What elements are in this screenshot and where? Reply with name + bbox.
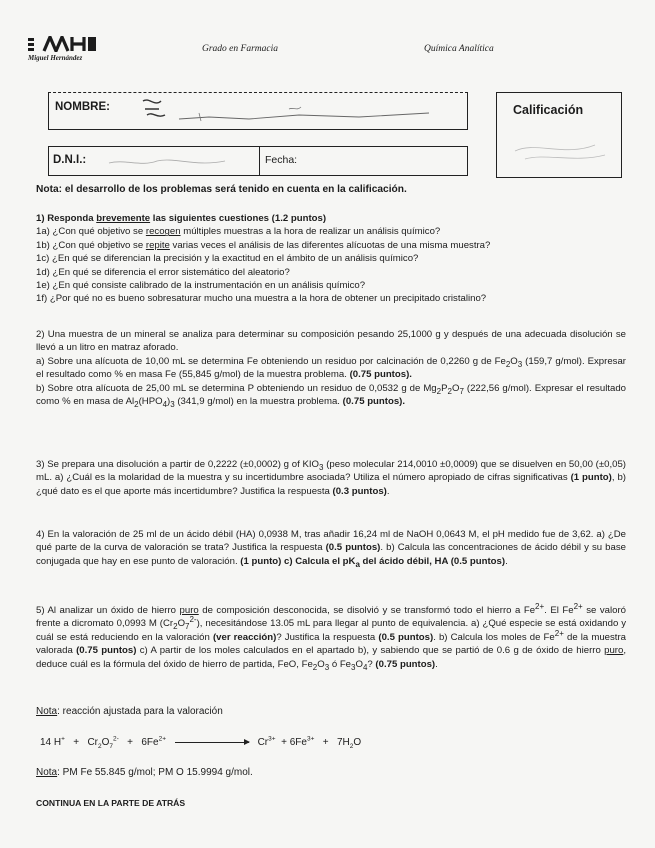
- q2b-text-2: P: [441, 382, 448, 394]
- q1a-underlined: recogen: [145, 226, 181, 238]
- q2b-text-3: O: [451, 382, 460, 394]
- q5-text-3: . El Fe: [544, 605, 574, 616]
- q1b: [36, 239, 626, 252]
- redacted-dni-scribble: [105, 153, 235, 171]
- q5-text-12: ó Fe: [329, 658, 352, 670]
- q1c: 1c) ¿En qué se diferencian la precisión y la exactitud en el ámbito de un análisis químico?: [36, 253, 419, 265]
- q5-underlined-1: puro: [179, 605, 199, 616]
- q4-points-2: (1 punto): [240, 555, 282, 567]
- q3-text-4: .: [386, 485, 390, 497]
- q5-points-2: (0.75 puntos): [76, 645, 137, 657]
- q2b-sub-3: 3: [170, 399, 175, 409]
- reaction-arrow-icon: [175, 742, 249, 743]
- q5-sub-5: 3: [351, 662, 356, 672]
- q2b-text-6: ): [167, 396, 171, 408]
- q5-sub-3: 2: [312, 662, 318, 672]
- q1-intro-start: 1) Responda: [36, 213, 97, 224]
- q2-intro: 2) Una muestra de un mineral se analiza para determinar su composición pesando 25,1000 g y después de una adecuada disolución se llevó a un litro en matraz aforado.: [36, 329, 626, 354]
- eq-dichromate-charge: 2-: [113, 735, 119, 743]
- q5-text-7: . b) Calcula los moles de Fe: [433, 631, 555, 643]
- eq-h: 14 H: [40, 737, 62, 748]
- q2b-text-1: b) Sobre otra alícuota de 25,00 mL se determina P obteniendo un residuo de 0,0532 g de Mg: [36, 382, 437, 394]
- q5-sup-4: 2+: [554, 628, 564, 638]
- q4-text: [36, 528, 626, 568]
- q4-points-1: (0.5 puntos): [325, 542, 381, 554]
- dni-date-divider: [259, 147, 260, 175]
- q1e: 1e) ¿En qué consiste calibrado de la instrumentación en un análisis químico?: [36, 280, 366, 292]
- q5-sup-3: 2-: [189, 615, 197, 625]
- q5-sub-6: 4: [362, 662, 368, 672]
- q5-text-1: 5) Al analizar un óxido de hierro: [36, 605, 180, 616]
- eq-plus-4: +: [322, 737, 329, 748]
- q2b-sub-4: 4: [162, 399, 168, 409]
- q2b-text-4: (222,56 g/mol). Expresar el resultado como % en masa de Al: [36, 382, 626, 408]
- university-logo: [28, 36, 100, 66]
- q1d: 1d) ¿En qué se diferencia el error sistemático del aleatorio?: [36, 266, 290, 278]
- subject-title: Química Analítica: [424, 44, 494, 54]
- q5-sup-2: 2+: [573, 601, 583, 611]
- q3-text-1: 3) Se prepara una disolución a partir de 0,2222 (±0,0002) g of KIO: [36, 459, 320, 470]
- q5-sup-1: 2+: [535, 601, 545, 611]
- q2b-points: (0.75 puntos).: [342, 396, 406, 408]
- molar-mass-note-label: Nota: [36, 767, 58, 778]
- q4-text-2: . b) Calcula las concentraciones de ácido débil y su base conjugada que hay en ese punto de valoración.: [36, 542, 626, 567]
- q1-intro: [36, 212, 626, 225]
- q4-text-3: c) Calcula el pK: [281, 555, 356, 567]
- eq-water-sub: 2: [349, 743, 354, 750]
- eq-o: O: [101, 737, 110, 748]
- eq-cr-sub: 2: [98, 743, 102, 750]
- q4-points-3: (0.5 puntos): [450, 555, 506, 567]
- question-1: [36, 212, 626, 306]
- q3-sub-3: 3: [319, 462, 324, 472]
- q5-text-15: .: [435, 658, 438, 670]
- grade-label: Calificación: [513, 103, 584, 117]
- eq-o-sub: 7: [109, 743, 114, 750]
- grade-smudge: [505, 131, 613, 171]
- balanced-equation: [40, 737, 361, 748]
- q2b-sub-7: 7: [459, 386, 464, 396]
- q5-underlined-2: puro: [604, 645, 624, 657]
- eq-cr-product: Cr: [257, 737, 269, 748]
- date-label: Fecha:: [265, 154, 298, 166]
- q5-text-4: se valoró frente a dicromato 0,0993 M (Cr: [36, 605, 627, 630]
- q2a-points: (0.75 puntos).: [349, 369, 412, 381]
- eq-h-charge: +: [61, 735, 65, 743]
- redacted-name-scribble: [139, 95, 439, 127]
- q5-text-10: , deduce cuál es la fórmula del óxido de hierro de partida, FeO, Fe: [36, 645, 626, 670]
- q3-points-1: (1 punto): [570, 472, 612, 484]
- q1a-end: múltiples muestras a la hora de realizar un análisis químico?: [180, 226, 441, 238]
- reaction-note-text: : reacción ajustada para la valoración: [57, 706, 223, 717]
- q1-intro-end: las siguientes cuestiones (1.2 puntos): [150, 213, 327, 224]
- q2b-sub-2b: 2: [447, 386, 452, 396]
- q5-text-5: O: [177, 618, 186, 630]
- q5-sub-2: 7: [185, 622, 190, 632]
- q4-text-4: del ácido débil, HA: [359, 555, 451, 567]
- dni-date-box: [48, 146, 468, 176]
- q2a-text-2: O: [510, 355, 518, 367]
- q5-text-6c: ? Justifica la respuesta: [276, 631, 379, 643]
- q5-text-2: de composición desconocida, se disolvió y se transformó todo el hierro a Fe: [198, 605, 536, 616]
- university-name: Miguel Hernández: [28, 54, 83, 62]
- eq-plus-2: +: [127, 737, 134, 748]
- q1f: 1f) ¿Por qué no es bueno sobresaturar mucho una muestra a la hora de obtener un precipitado cristalino?: [36, 293, 487, 305]
- name-field-box[interactable]: [48, 92, 468, 130]
- q3-text-2: (peso molecular 214,0010 ±0,0009) que se disuelven en 50,00 (±0,05) mL. a) ¿Cuál es la molaridad de la muestra y su incertidumbre asociada? Utiliza el número apropiado de cifras significativas: [36, 459, 626, 484]
- q5-text-8: de la muestra valorada: [36, 631, 626, 657]
- eq-fe-product: 6Fe: [289, 737, 307, 748]
- q2b-text-7: (341,9 g/mol) en la muestra problema.: [174, 396, 343, 408]
- q1a: [36, 225, 626, 238]
- continue-on-back: CONTINUA EN LA PARTE DE ATRÁS: [36, 798, 186, 808]
- name-label: NOMBRE:: [55, 101, 110, 113]
- q2b: [36, 382, 626, 409]
- q5-text-14: ?: [367, 658, 376, 670]
- q2a-text-1: a) Sobre una alícuota de 10,00 mL se determina Fe obteniendo un residuo por calcinación de 0,2260 g de Fe: [36, 355, 506, 367]
- q5-text-9: c) A partir de los moles calculados en el apartado b), y sabiendo que se partió de 0.6 g de óxido de hierro: [136, 645, 605, 657]
- q2a-sub-3: 3: [517, 359, 523, 369]
- q2b-sub-2c: 2: [134, 399, 139, 409]
- eq-plus-1: +: [73, 737, 80, 748]
- q5-text-13: O: [355, 658, 363, 670]
- question-5: [36, 601, 627, 672]
- eq-cr-product-charge: 3+: [268, 735, 276, 743]
- q2a: [36, 355, 626, 382]
- eq-cr: Cr: [87, 737, 99, 748]
- dni-label: D.N.I.:: [53, 154, 87, 166]
- q2a-text-3: (159,7 g/mol). Expresar el resultado como % en masa Fe (55,845 g/mol) de la muestra problema.: [36, 355, 626, 381]
- reaction-note-label: Nota: [36, 706, 58, 717]
- eq-plus-3: +: [281, 737, 287, 748]
- q2b-sub-2: 2: [436, 386, 442, 396]
- q4-text-1: 4) En la valoración de 25 ml de un ácido débil (HA) 0,0938 M, tras añadir 16,24 ml de NaOH 0,0643 M, el pH medido fue de 3,62. a) ¿De qué parte de la curva de valoración se trata? Justifica la respuesta: [36, 529, 626, 554]
- question-3: [36, 458, 626, 498]
- q5-text: [36, 601, 627, 672]
- q4-text-5: .: [505, 555, 508, 567]
- university-logo-icon: [28, 36, 98, 52]
- q3-points-2: (0.3 puntos): [332, 485, 387, 497]
- q1a-start: 1a) ¿Con qué objetivo se: [36, 226, 146, 238]
- eq-water-h: 7H: [336, 737, 350, 748]
- q5-text-6b: (ver reacción): [212, 631, 277, 643]
- q1-intro-underlined: brevemente: [96, 213, 151, 224]
- evaluation-note: Nota: el desarrollo de los problemas será tenido en cuenta en la calificación.: [36, 184, 407, 195]
- q5-sub-4: 3: [324, 662, 330, 672]
- reaction-note: [36, 705, 626, 718]
- q5-points-1: (0.5 puntos): [378, 631, 434, 643]
- eq-fe-reactant: 6Fe: [141, 737, 159, 748]
- q1b-start: 1b) ¿Con qué objetivo se: [36, 239, 146, 251]
- grade-box: [496, 92, 622, 178]
- molar-mass-note: [36, 766, 626, 779]
- q5-points-3: (0.75 puntos): [375, 658, 436, 670]
- degree-title: Grado en Farmacia: [202, 44, 278, 54]
- q2a-sub-2: 2: [505, 359, 511, 369]
- question-2: [36, 328, 626, 408]
- q4-sub-a: a: [355, 559, 360, 569]
- q2b-text-5: (HPO: [138, 396, 163, 408]
- q5-text-6: ), necesitándose 13.05 mL para llegar al punto de equivalencia. a) ¿Qué especie se está oxidando y cuál se está reduciendo en la valoración: [36, 618, 626, 643]
- question-4: [36, 528, 626, 568]
- eq-fe-reactant-charge: 2+: [158, 735, 167, 743]
- molar-mass-note-text: : PM Fe 55.845 g/mol; PM O 15.9994 g/mol.: [57, 767, 253, 778]
- q1b-underlined: repite: [145, 239, 170, 251]
- q3-text: [36, 458, 626, 498]
- q5-text-11: O: [317, 658, 325, 670]
- eq-water-o: O: [353, 737, 362, 748]
- q5-sub-1: 2: [173, 622, 178, 632]
- q3-text-3: , b) ¿qué dato es el que aporte más incertidumbre? Justifica la respuesta: [36, 472, 626, 497]
- q1b-end: varias veces el análisis de las diferentes alícuotas de una misma muestra?: [169, 239, 491, 251]
- eq-fe-product-charge: 3+: [306, 735, 315, 743]
